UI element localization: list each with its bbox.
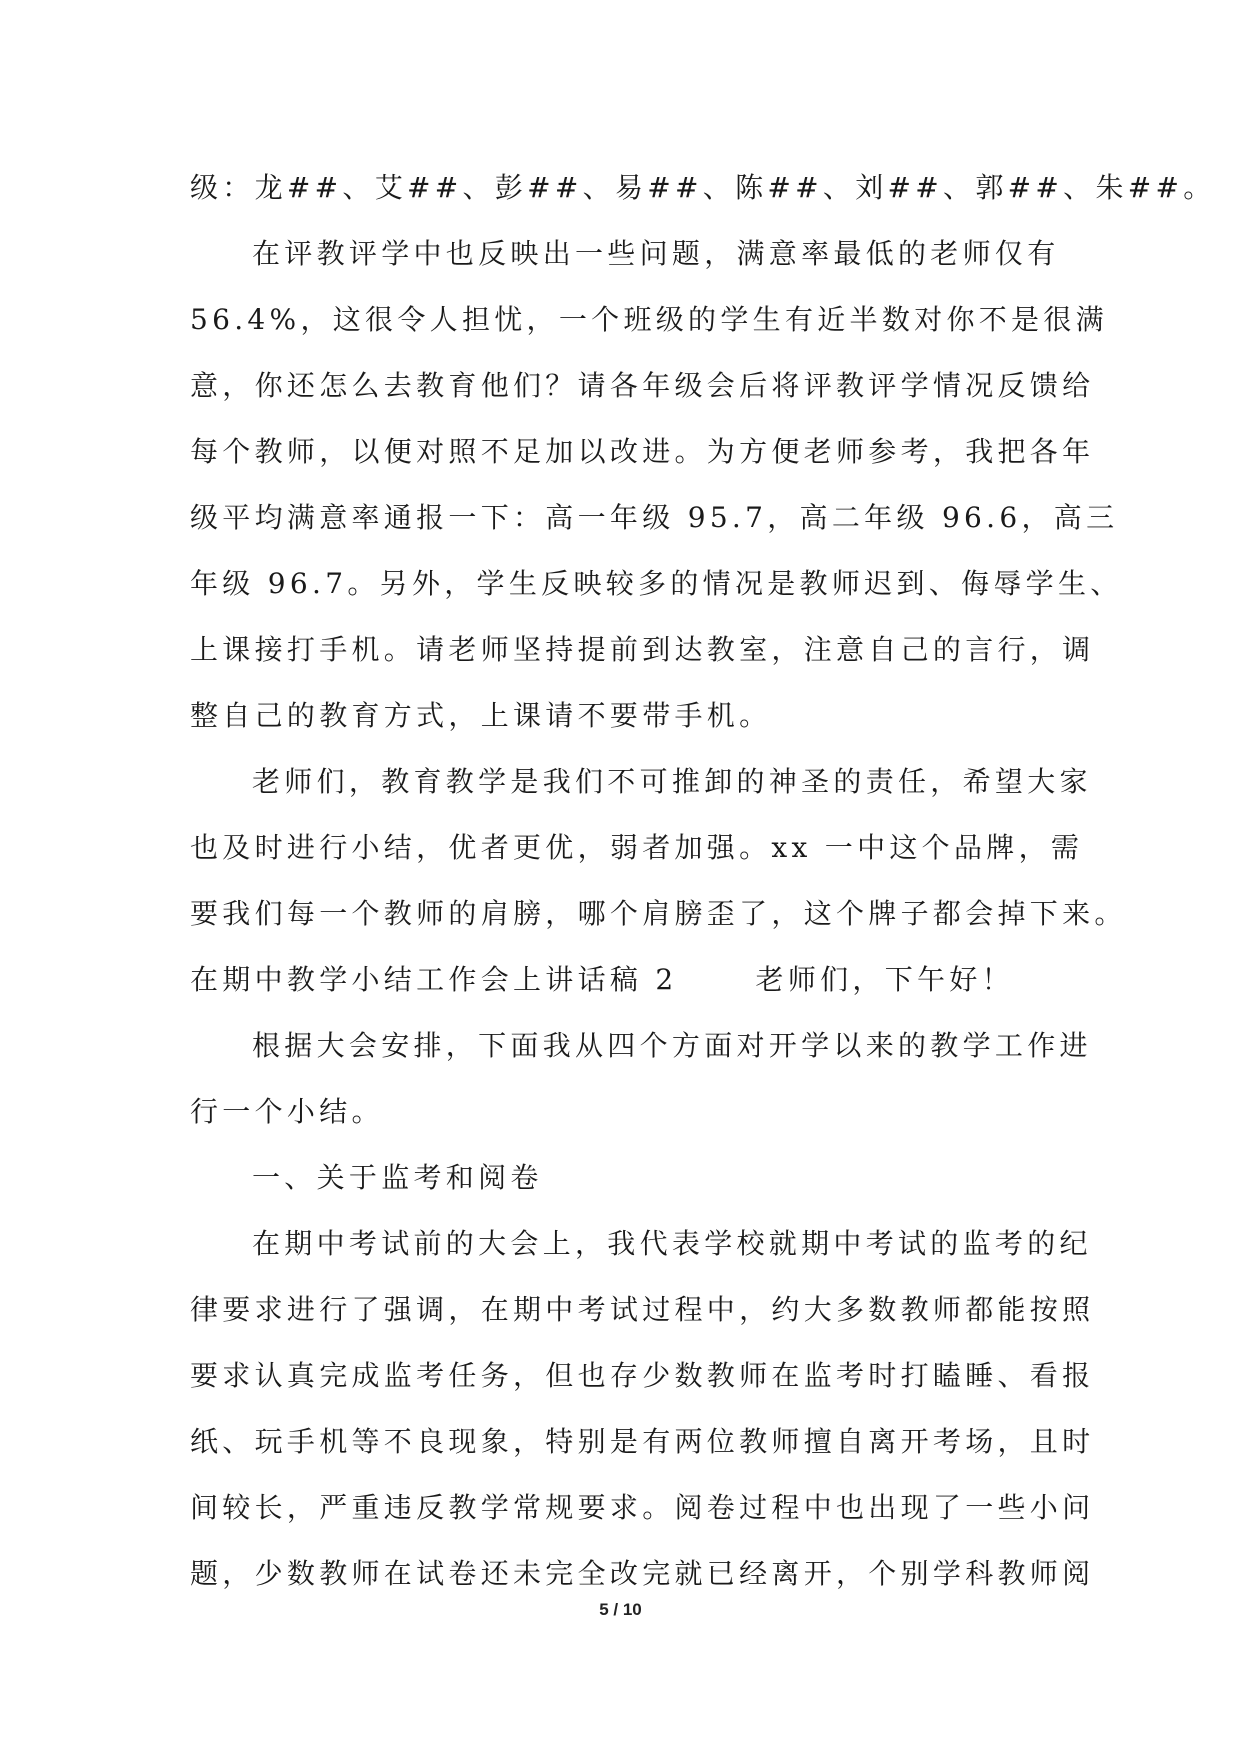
text-line: 间较长，严重违反教学常规要求。阅卷过程中也出现了一些小问 [190,1491,1095,1524]
text-line [190,947,1056,1013]
section-heading: 一、关于监考和阅卷 [252,1161,543,1194]
section-title: 在期中教学小结工作会上讲话稿 2 [190,963,678,996]
text-line: 律要求进行了强调，在期中考试过程中，约大多数教师都能按照 [190,1293,1095,1326]
text-line: 在评教评学中也反映出一些问题，满意率最低的老师仅有 [252,237,1060,270]
text-line: 在期中考试前的大会上，我代表学校就期中考试的监考的纪 [252,1227,1092,1260]
text-line: 行一个小结。 [190,1095,384,1128]
text-line: 每个教师，以便对照不足加以改进。为方便老师参考，我把各年 [190,435,1095,468]
page-number: 5 / 10 [599,1600,642,1619]
text-line: 纸、玩手机等不良现象，特别是有两位教师擅自离开考场，且时 [190,1425,1095,1458]
text-line: 要求认真完成监考任务，但也存少数教师在监考时打瞌睡、看报 [190,1359,1095,1392]
text-line: 级：龙##、艾##、彭##、易##、陈##、刘##、郭##、朱##。 [190,171,1216,204]
text-line: 年级 96.7。另外，学生反映较多的情况是教师迟到、侮辱学生、 [190,567,1123,600]
text-line: 整自己的教育方式，上课请不要带手机。 [190,699,772,732]
text-line: 题，少数教师在试卷还未完全改完就已经离开，个别学科教师阅 [190,1557,1095,1590]
text-line: 上课接打手机。请老师坚持提前到达教室，注意自己的言行，调 [190,633,1095,666]
greeting: 老师们，下午好！ [755,963,1014,996]
text-line: 根据大会安排，下面我从四个方面对开学以来的教学工作进 [252,1029,1092,1062]
text-line: 要我们每一个教师的肩膀，哪个肩膀歪了，这个牌子都会掉下来。 [190,897,1127,930]
text-line: 老师们，教育教学是我们不可推卸的神圣的责任，希望大家 [252,765,1092,798]
text-line: 也及时进行小结，优者更优，弱者加强。xx 一中这个品牌，需 [190,831,1084,864]
text-line: 56.4%，这很令人担忧，一个班级的学生有近半数对你不是很满 [190,303,1108,336]
text-line: 意，你还怎么去教育他们？请各年级会后将评教评学情况反馈给 [190,369,1095,402]
body-text [190,155,1216,1607]
text-line: 级平均满意率通报一下：高一年级 95.7，高二年级 96.6，高三 [190,501,1119,534]
